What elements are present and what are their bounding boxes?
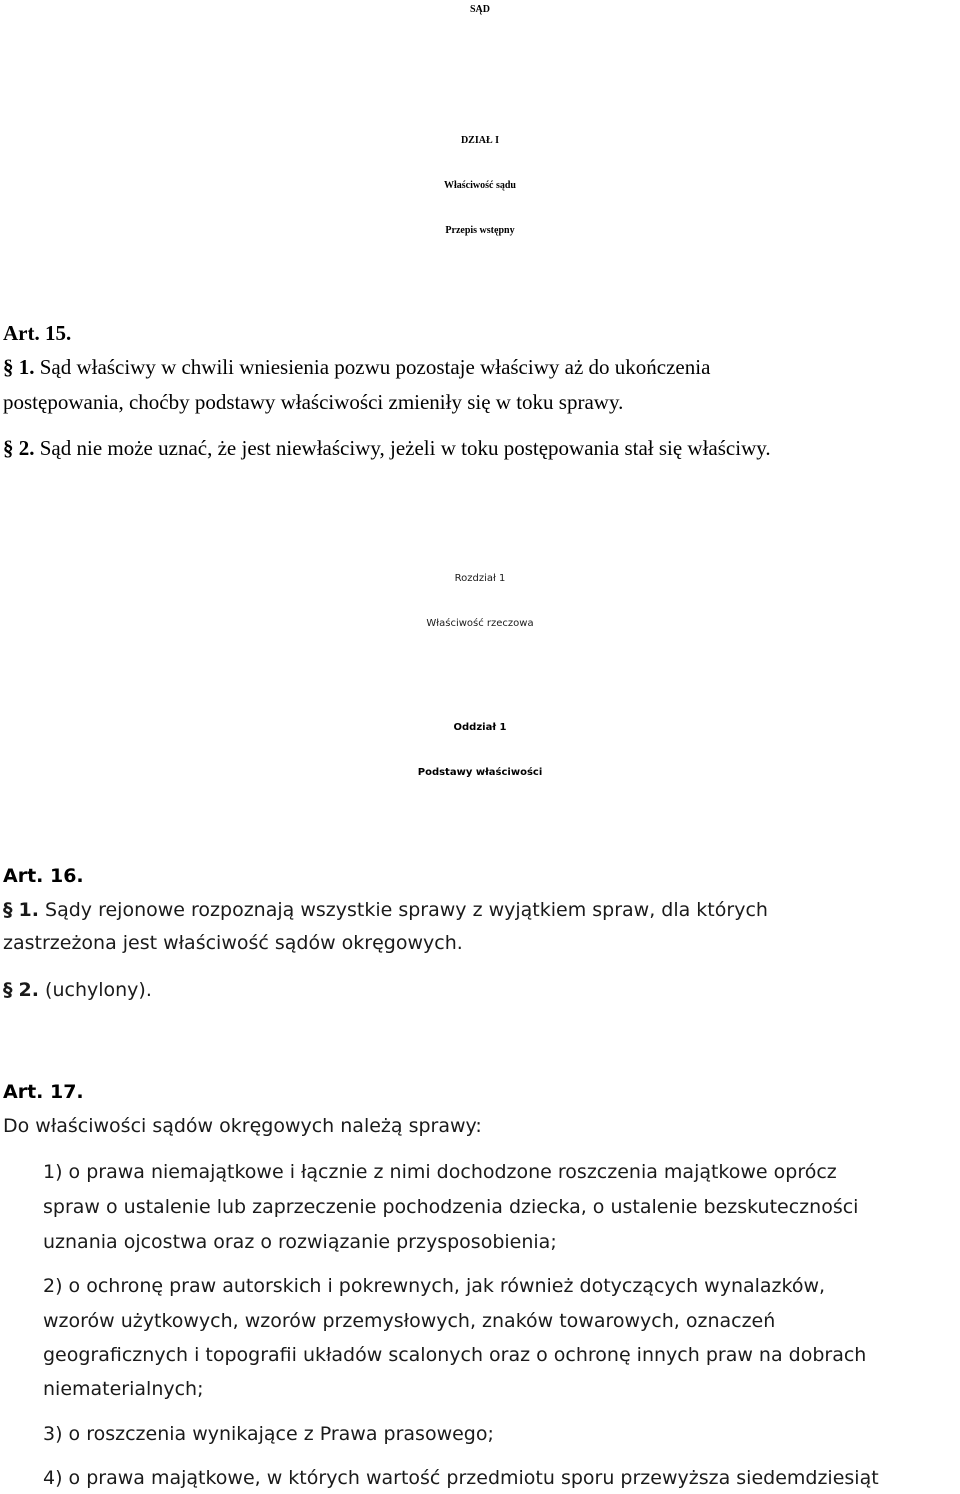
article-15-paragraph-2 [3,435,771,461]
paragraph-text: (uchylony). [45,979,152,1001]
list-item-line: 1) o prawa niemajątkowe i łącznie z nimi dochodzone roszczenia majątkowe oprócz [43,1161,837,1183]
list-item-line: spraw o ustalenie lub zaprzeczenie pochodzenia dziecka, o ustalenie bezskuteczności [43,1196,859,1218]
article-16-heading: Art. 16. [3,865,84,887]
paragraph-number: 1. [18,355,35,379]
list-item-line: geograficznych i topografii układów scalonych oraz o ochronę innych praw na dobrach [43,1344,867,1366]
document-title: SĄD [469,4,490,15]
paragraph-sign: § [3,979,13,1001]
rozdzial-label: Rozdział 1 [454,573,506,584]
paragraph-text: Sądy rejonowe rozpoznają wszystkie sprawy z wyjątkiem spraw, dla których [45,899,768,921]
article-17-heading: Art. 17. [3,1081,84,1103]
oddzial-label: Oddział 1 [453,722,507,733]
article-16-paragraph-1-cont: zastrzeżona jest właściwość sądów okręgowych. [3,932,463,954]
article-15-paragraph-1 [3,354,710,380]
dzial-label: DZIAŁ I [460,135,500,146]
list-item-line: 2) o ochronę praw autorskich i pokrewnych, jak również dotyczących wynalazków, [43,1275,826,1297]
article-17-intro: Do właściwości sądów okręgowych należą sprawy: [3,1115,482,1137]
list-item-line: 4) o prawa majątkowe, w których wartość przedmiotu sporu przewyższa siedemdziesiąt [43,1467,879,1489]
paragraph-sign: § [3,899,13,921]
list-item-line: wzorów użytkowych, wzorów przemysłowych, znaków towarowych, oznaczeń [43,1310,776,1332]
paragraph-number: 2. [18,436,35,460]
article-15-heading: Art. 15. [3,321,72,345]
oddzial-title: Podstawy właściwości [417,767,543,778]
paragraph-sign: § [3,436,14,460]
dzial-title: Właściwość sądu [444,180,516,191]
article-15-paragraph-1-cont: postępowania, choćby podstawy właściwości zmieniły się w toku sprawy. [3,390,624,414]
list-item-line: 3) o roszczenia wynikające z Prawa prasowego; [43,1423,494,1445]
paragraph-number: 1. [18,899,39,921]
article-16-paragraph-2 [3,977,152,1003]
article-16-paragraph-1 [3,897,768,923]
paragraph-number: 2. [18,979,39,1001]
rozdzial-title: Właściwość rzeczowa [426,618,534,629]
paragraph-sign: § [3,355,14,379]
dzial-subtitle: Przepis wstępny [445,225,515,236]
list-item-line: niematerialnych; [43,1378,204,1400]
list-item-line: uznania ojcostwa oraz o rozwiązanie przysposobienia; [43,1231,557,1253]
paragraph-text: Sąd właściwy w chwili wniesienia pozwu pozostaje właściwy aż do ukończenia [39,355,711,379]
paragraph-text: Sąd nie może uznać, że jest niewłaściwy, jeżeli w toku postępowania stał się właściwy. [39,436,771,460]
